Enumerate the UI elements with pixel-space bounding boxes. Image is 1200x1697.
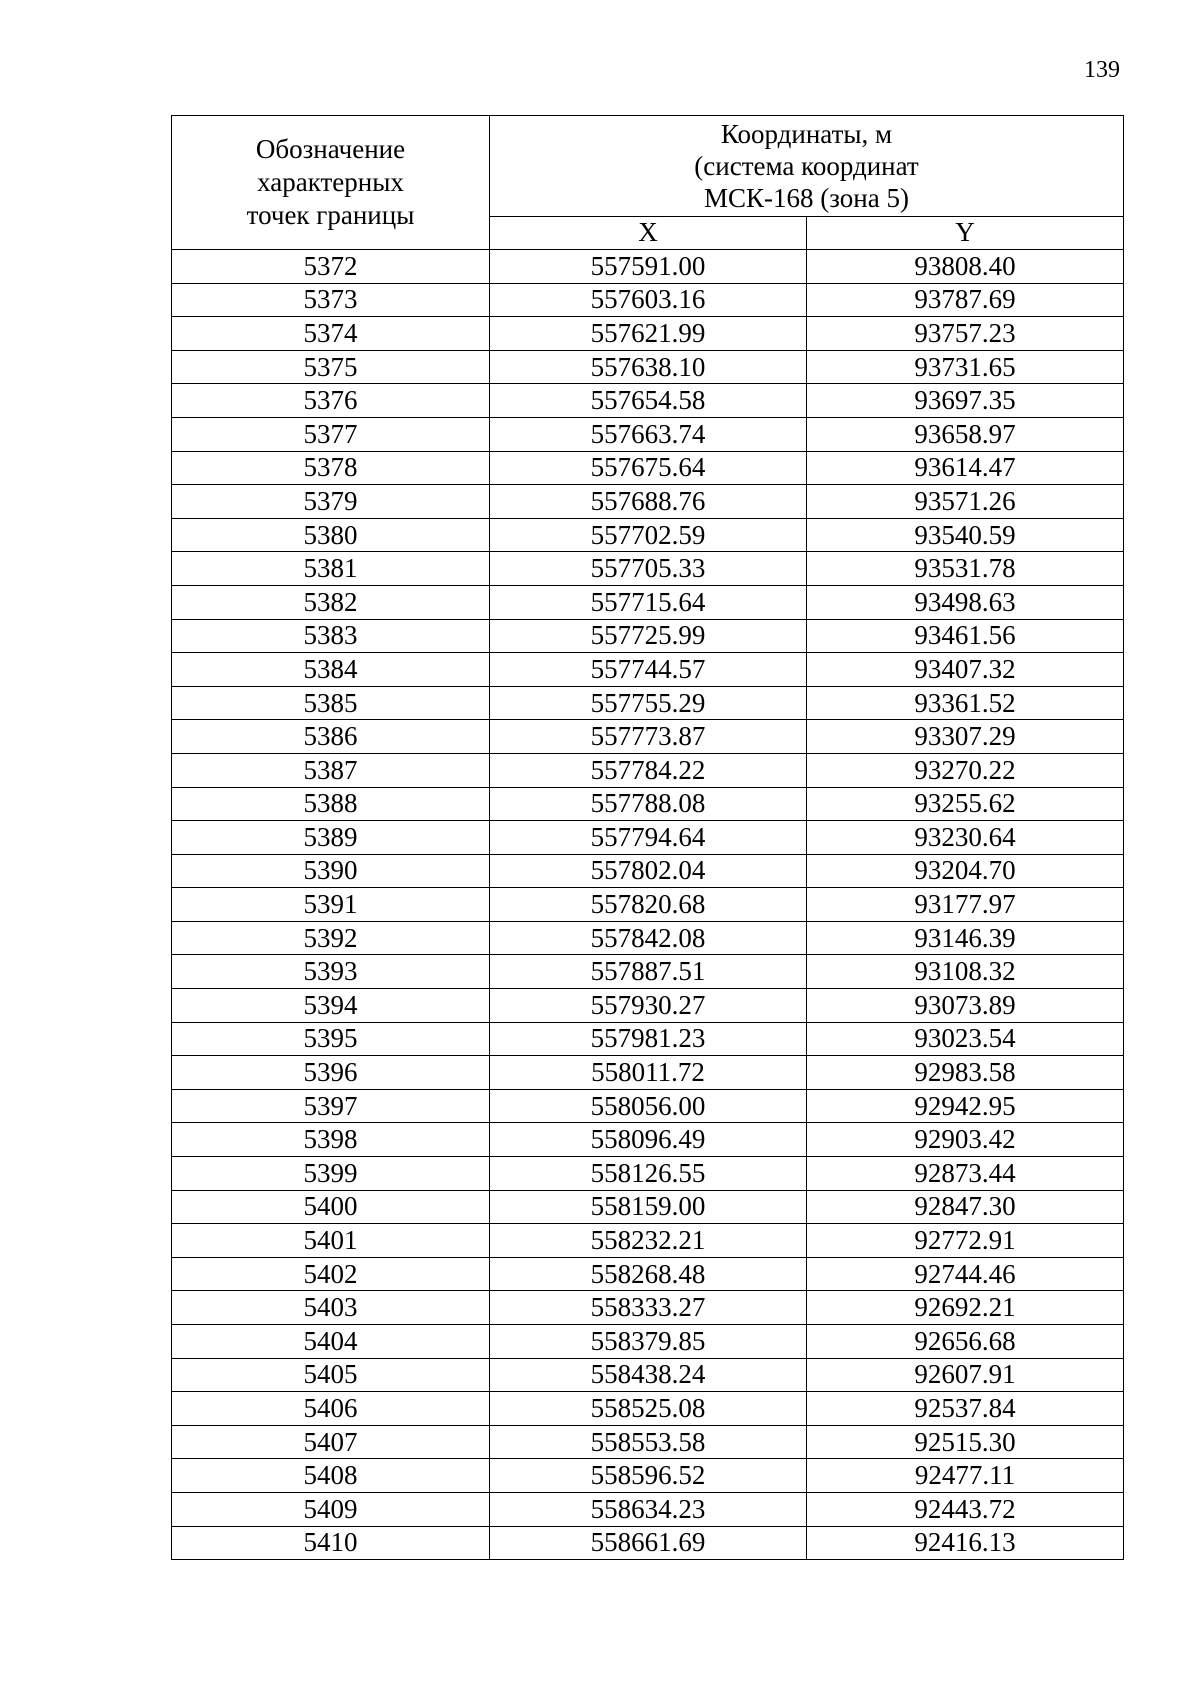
table-row — [172, 1291, 1124, 1325]
x-coordinate-cell: 558438.24 — [490, 1358, 807, 1392]
point-id-cell: 5390 — [172, 854, 490, 888]
table-row — [172, 753, 1124, 787]
y-coordinate-cell: 93407.32 — [807, 653, 1124, 687]
y-coordinate-cell: 92942.95 — [807, 1089, 1124, 1123]
header-coords-line: МСК-168 (зона 5) — [704, 182, 909, 213]
table-row — [172, 585, 1124, 619]
point-id-cell: 5401 — [172, 1224, 490, 1258]
point-id-cell: 5399 — [172, 1157, 490, 1191]
table-row — [172, 1425, 1124, 1459]
y-coordinate-cell: 93614.47 — [807, 451, 1124, 485]
table-row — [172, 686, 1124, 720]
y-coordinate-cell: 93808.40 — [807, 250, 1124, 284]
y-coordinate-cell: 92477.11 — [807, 1459, 1124, 1493]
point-id-cell: 5395 — [172, 1022, 490, 1056]
point-id-cell: 5380 — [172, 518, 490, 552]
x-coordinate-cell: 558525.08 — [490, 1392, 807, 1426]
table-row — [172, 417, 1124, 451]
point-id-cell: 5396 — [172, 1056, 490, 1090]
table-row — [172, 1056, 1124, 1090]
point-id-cell: 5386 — [172, 720, 490, 754]
x-coordinate-cell: 557788.08 — [490, 787, 807, 821]
header-y: Y — [807, 216, 1124, 249]
y-coordinate-cell: 92416.13 — [807, 1526, 1124, 1560]
y-coordinate-cell: 93204.70 — [807, 854, 1124, 888]
point-id-cell: 5405 — [172, 1358, 490, 1392]
table-row — [172, 1257, 1124, 1291]
point-id-cell: 5387 — [172, 753, 490, 787]
y-coordinate-cell: 92847.30 — [807, 1190, 1124, 1224]
point-id-cell: 5407 — [172, 1425, 490, 1459]
point-id-cell: 5409 — [172, 1492, 490, 1526]
y-coordinate-cell: 93361.52 — [807, 686, 1124, 720]
point-id-cell: 5383 — [172, 619, 490, 653]
x-coordinate-cell: 557591.00 — [490, 250, 807, 284]
x-coordinate-cell: 557675.64 — [490, 451, 807, 485]
table-row — [172, 1224, 1124, 1258]
x-coordinate-cell: 558096.49 — [490, 1123, 807, 1157]
y-coordinate-cell: 92515.30 — [807, 1425, 1124, 1459]
x-coordinate-cell: 558379.85 — [490, 1325, 807, 1359]
point-id-cell: 5379 — [172, 485, 490, 519]
point-id-cell: 5385 — [172, 686, 490, 720]
x-coordinate-cell: 557755.29 — [490, 686, 807, 720]
table-header — [172, 116, 1124, 250]
point-id-cell: 5384 — [172, 653, 490, 687]
point-id-cell: 5382 — [172, 585, 490, 619]
table-row — [172, 1526, 1124, 1560]
y-coordinate-cell: 92903.42 — [807, 1123, 1124, 1157]
point-id-cell: 5377 — [172, 417, 490, 451]
x-coordinate-cell: 557621.99 — [490, 317, 807, 351]
y-coordinate-cell: 92656.68 — [807, 1325, 1124, 1359]
table-row — [172, 1089, 1124, 1123]
x-coordinate-cell: 558661.69 — [490, 1526, 807, 1560]
x-coordinate-cell: 557820.68 — [490, 888, 807, 922]
point-id-cell: 5388 — [172, 787, 490, 821]
table-row — [172, 552, 1124, 586]
point-id-cell: 5378 — [172, 451, 490, 485]
x-coordinate-cell: 557784.22 — [490, 753, 807, 787]
point-id-cell: 5403 — [172, 1291, 490, 1325]
point-id-cell: 5381 — [172, 552, 490, 586]
y-coordinate-cell: 93571.26 — [807, 485, 1124, 519]
point-id-cell: 5400 — [172, 1190, 490, 1224]
x-coordinate-cell: 557794.64 — [490, 821, 807, 855]
x-coordinate-cell: 557887.51 — [490, 955, 807, 989]
x-coordinate-cell: 557705.33 — [490, 552, 807, 586]
y-coordinate-cell: 92983.58 — [807, 1056, 1124, 1090]
y-coordinate-cell: 92537.84 — [807, 1392, 1124, 1426]
point-id-cell: 5408 — [172, 1459, 490, 1493]
header-coords-line: Координаты, м — [720, 118, 893, 149]
y-coordinate-cell: 93461.56 — [807, 619, 1124, 653]
y-coordinate-cell: 93255.62 — [807, 787, 1124, 821]
x-coordinate-cell: 557638.10 — [490, 350, 807, 384]
y-coordinate-cell: 93731.65 — [807, 350, 1124, 384]
x-coordinate-cell: 558553.58 — [490, 1425, 807, 1459]
point-id-cell: 5404 — [172, 1325, 490, 1359]
table-row — [172, 384, 1124, 418]
coordinates-table — [171, 115, 1124, 1560]
x-coordinate-cell: 557773.87 — [490, 720, 807, 754]
table-row — [172, 1358, 1124, 1392]
x-coordinate-cell: 558232.21 — [490, 1224, 807, 1258]
y-coordinate-cell: 92873.44 — [807, 1157, 1124, 1191]
table-row — [172, 1492, 1124, 1526]
x-coordinate-cell: 557603.16 — [490, 283, 807, 317]
x-coordinate-cell: 557981.23 — [490, 1022, 807, 1056]
y-coordinate-cell: 93540.59 — [807, 518, 1124, 552]
point-id-cell: 5410 — [172, 1526, 490, 1560]
y-coordinate-cell: 92692.21 — [807, 1291, 1124, 1325]
table-row — [172, 653, 1124, 687]
point-id-cell: 5393 — [172, 955, 490, 989]
point-id-cell: 5402 — [172, 1257, 490, 1291]
table-row — [172, 317, 1124, 351]
header-x: X — [490, 216, 807, 249]
x-coordinate-cell: 557663.74 — [490, 417, 807, 451]
table-row — [172, 350, 1124, 384]
table-row — [172, 283, 1124, 317]
y-coordinate-cell: 93230.64 — [807, 821, 1124, 855]
x-coordinate-cell: 558634.23 — [490, 1492, 807, 1526]
x-coordinate-cell: 557744.57 — [490, 653, 807, 687]
x-coordinate-cell: 557725.99 — [490, 619, 807, 653]
table-body — [172, 250, 1124, 1560]
point-id-cell: 5373 — [172, 283, 490, 317]
table-row — [172, 921, 1124, 955]
table-row — [172, 1325, 1124, 1359]
header-coords-line: (система координат — [694, 150, 919, 181]
x-coordinate-cell: 557702.59 — [490, 518, 807, 552]
header-point-line: точек границы — [246, 200, 415, 230]
x-coordinate-cell: 557688.76 — [490, 485, 807, 519]
x-coordinate-cell: 558333.27 — [490, 1291, 807, 1325]
header-coordinates — [490, 116, 1124, 217]
point-id-cell: 5376 — [172, 384, 490, 418]
header-point-designation — [172, 116, 490, 250]
y-coordinate-cell: 93108.32 — [807, 955, 1124, 989]
table-row — [172, 720, 1124, 754]
y-coordinate-cell: 93498.63 — [807, 585, 1124, 619]
point-id-cell: 5375 — [172, 350, 490, 384]
point-id-cell: 5397 — [172, 1089, 490, 1123]
y-coordinate-cell: 92744.46 — [807, 1257, 1124, 1291]
x-coordinate-cell: 558056.00 — [490, 1089, 807, 1123]
header-point-line: Обозначение — [255, 134, 406, 164]
point-id-cell: 5374 — [172, 317, 490, 351]
table-row — [172, 821, 1124, 855]
header-point-line: характерных — [257, 167, 404, 197]
point-id-cell: 5391 — [172, 888, 490, 922]
table-row — [172, 451, 1124, 485]
table-row — [172, 485, 1124, 519]
x-coordinate-cell: 558126.55 — [490, 1157, 807, 1191]
y-coordinate-cell: 93531.78 — [807, 552, 1124, 586]
table-row — [172, 955, 1124, 989]
table-row — [172, 1459, 1124, 1493]
x-coordinate-cell: 558596.52 — [490, 1459, 807, 1493]
y-coordinate-cell: 93787.69 — [807, 283, 1124, 317]
x-coordinate-cell: 558159.00 — [490, 1190, 807, 1224]
x-coordinate-cell: 557930.27 — [490, 989, 807, 1023]
x-coordinate-cell: 557842.08 — [490, 921, 807, 955]
point-id-cell: 5398 — [172, 1123, 490, 1157]
x-coordinate-cell: 558268.48 — [490, 1257, 807, 1291]
table-row — [172, 854, 1124, 888]
table-row — [172, 1022, 1124, 1056]
table-row — [172, 1123, 1124, 1157]
x-coordinate-cell: 557802.04 — [490, 854, 807, 888]
table-row — [172, 1157, 1124, 1191]
y-coordinate-cell: 93146.39 — [807, 921, 1124, 955]
table-row — [172, 989, 1124, 1023]
page-number: 139 — [1084, 57, 1120, 83]
y-coordinate-cell: 93073.89 — [807, 989, 1124, 1023]
table-row — [172, 518, 1124, 552]
table-row — [172, 787, 1124, 821]
point-id-cell: 5394 — [172, 989, 490, 1023]
point-id-cell: 5406 — [172, 1392, 490, 1426]
table-row — [172, 888, 1124, 922]
point-id-cell: 5372 — [172, 250, 490, 284]
y-coordinate-cell: 92772.91 — [807, 1224, 1124, 1258]
table-row — [172, 1392, 1124, 1426]
y-coordinate-cell: 93177.97 — [807, 888, 1124, 922]
y-coordinate-cell: 93307.29 — [807, 720, 1124, 754]
point-id-cell: 5389 — [172, 821, 490, 855]
y-coordinate-cell: 92607.91 — [807, 1358, 1124, 1392]
y-coordinate-cell: 93023.54 — [807, 1022, 1124, 1056]
x-coordinate-cell: 558011.72 — [490, 1056, 807, 1090]
y-coordinate-cell: 92443.72 — [807, 1492, 1124, 1526]
y-coordinate-cell: 93757.23 — [807, 317, 1124, 351]
x-coordinate-cell: 557654.58 — [490, 384, 807, 418]
table-row — [172, 1190, 1124, 1224]
table-row — [172, 619, 1124, 653]
table-row — [172, 250, 1124, 284]
y-coordinate-cell: 93658.97 — [807, 417, 1124, 451]
point-id-cell: 5392 — [172, 921, 490, 955]
x-coordinate-cell: 557715.64 — [490, 585, 807, 619]
y-coordinate-cell: 93270.22 — [807, 753, 1124, 787]
y-coordinate-cell: 93697.35 — [807, 384, 1124, 418]
